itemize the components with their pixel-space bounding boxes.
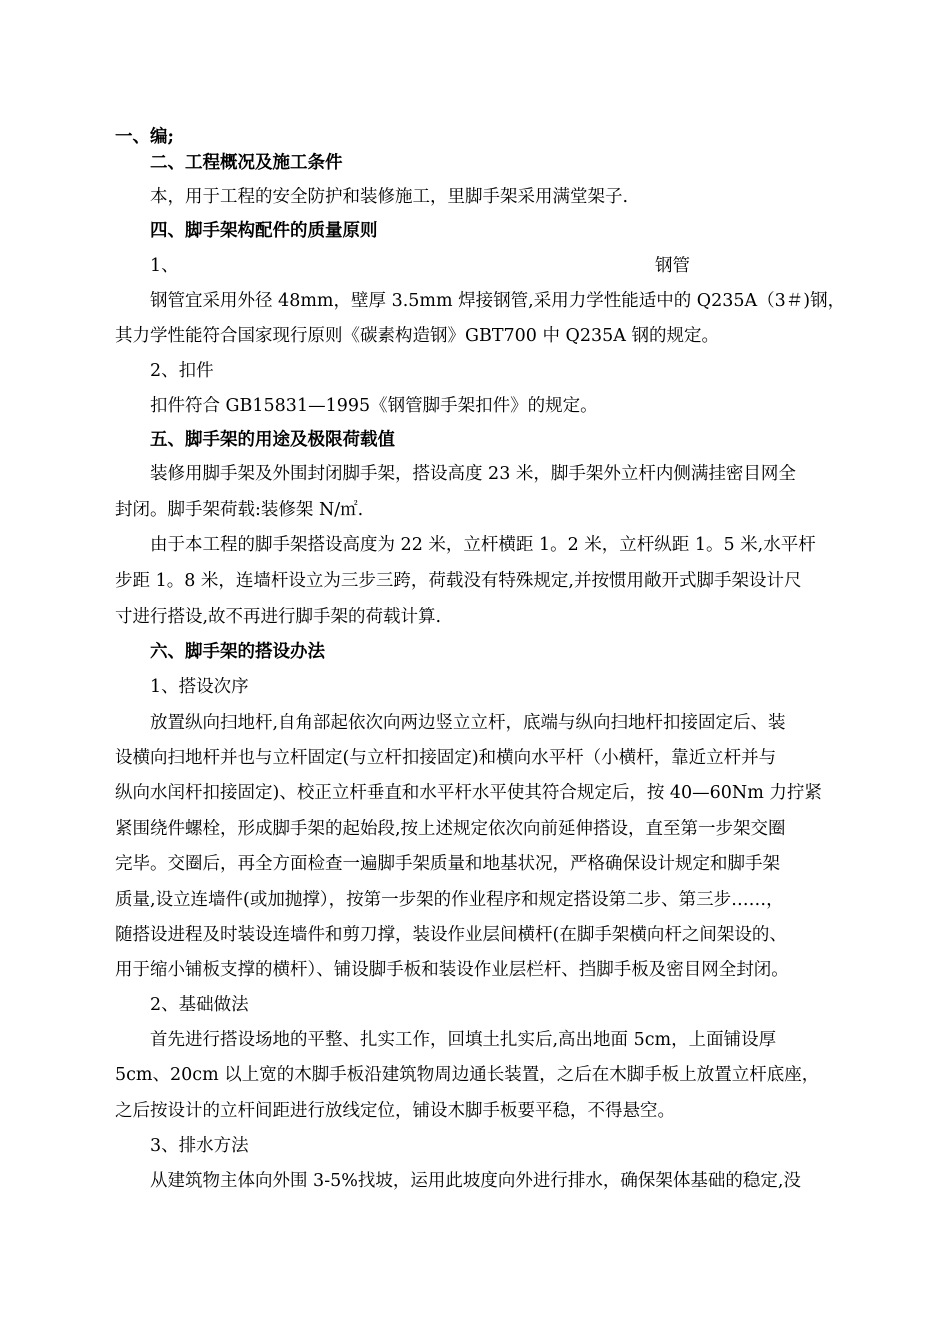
paragraph-line: 随搭设进程及时装设连墙件和剪刀撑，装设作业层间横杆(在脚手架横向杆之间架设的、 [115, 925, 787, 945]
paragraph-line: 完毕。交圈后，再全方面检查一遍脚手架质量和地基状况，严格确保设计规定和脚手架 [115, 854, 780, 874]
paragraph-line: 其力学性能符合国家现行原则《碳素构造钢》GBT700 中 Q235A 钢的规定。 [115, 326, 719, 346]
subheading: 2、基础做法 [150, 995, 249, 1015]
paragraph-line: 由于本工程的脚手架搭设高度为 22 米，立杆横距 1。2 米，立杆纵距 1。5 米,水平杆 [150, 535, 816, 555]
paragraph-line: 本，用于工程的安全防护和装修施工，里脚手架采用满堂架子. [150, 187, 629, 207]
subheading: 1、搭设次序 [150, 677, 249, 697]
paragraph-line: 扣件符合 GB15831—1995《钢管脚手架扣件》的规定。 [150, 396, 598, 416]
paragraph-line: 用于缩小铺板支撑的横杆）、铺设脚手板和装设作业层栏杆、挡脚手板及密目网全封闭。 [115, 960, 789, 980]
paragraph-line: 紧围绕件螺栓，形成脚手架的起始段,按上述规定依次向前延伸搭设，直至第一步架交圈 [115, 819, 786, 839]
paragraph-line: 放置纵向扫地杆,自角部起依次向两边竖立立杆，底端与纵向扫地杆扣接固定后、装 [150, 713, 786, 733]
heading-5: 五、脚手架的用途及极限荷载值 [150, 430, 395, 450]
subheading: 3、排水方法 [150, 1136, 249, 1156]
paragraph-line: 设横向扫地杆并也与立杆固定(与立杆扣接固定)和横向水平杆（小横杆，靠近立杆并与 [115, 748, 777, 768]
paragraph-line: 封闭。脚手架荷载:装修架 N/㎡. [115, 500, 364, 520]
paragraph-line: 5cm、20cm 以上宽的木脚手板沿建筑物周边通长装置，之后在木脚手板上放置立杆底座， [115, 1065, 820, 1085]
paragraph-line: 寸进行搭设,故不再进行脚手架的荷载计算. [115, 607, 442, 627]
paragraph-line: 钢管宜采用外径 48mm，壁厚 3.5mm 焊接钢管,采用力学性能适中的 Q235A（3＃)钢， [150, 291, 846, 311]
heading-4: 四、脚手架构配件的质量原则 [150, 221, 378, 241]
paragraph-line: 之后按设计的立杆间距进行放线定位，铺设木脚手板要平稳，不得悬空。 [115, 1101, 675, 1121]
paragraph-line: 从建筑物主体向外围 3-5%找坡，运用此坡度向外进行排水，确保架体基础的稳定,没 [150, 1171, 801, 1191]
paragraph-line: 首先进行搭设场地的平整、扎实工作，回填土扎实后,高出地面 5cm，上面铺设厚 [150, 1030, 777, 1050]
item-title-steel-pipe: 钢管 [655, 256, 690, 276]
heading-6: 六、脚手架的搭设办法 [150, 642, 325, 662]
paragraph-line: 装修用脚手架及外围封闭脚手架，搭设高度 23 米，脚手架外立杆内侧满挂密目网全 [150, 464, 796, 484]
paragraph-line: 纵向水闰杆扣接固定)、校正立杆垂直和水平杆水平使其符合规定后，按 40—60Nm 力拧紧 [115, 783, 822, 803]
heading-2: 二、工程概况及施工条件 [150, 153, 343, 173]
paragraph-line: 步距 1。8 米，连墙杆设立为三步三跨，荷载没有特殊规定,并按惯用敞开式脚手架设计尺 [115, 571, 802, 591]
paragraph-line: 质量,设立连墙件(或加抛撑），按第一步架的作业程序和规定搭设第二步、第三步……， [115, 890, 784, 910]
heading-1: 一、编; [115, 127, 174, 147]
item-number: 1、 [150, 256, 179, 276]
subheading: 2、扣件 [150, 361, 214, 381]
